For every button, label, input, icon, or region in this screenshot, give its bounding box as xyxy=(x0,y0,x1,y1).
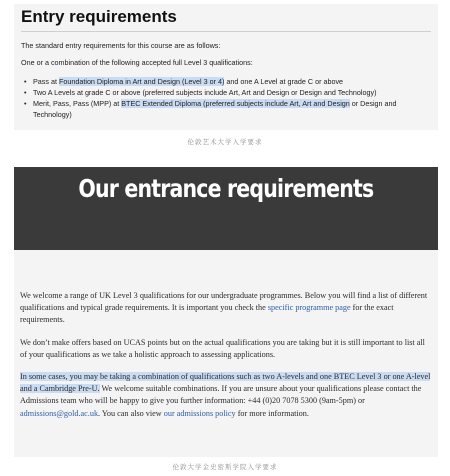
subintro-text: One or a combination of the following accepted full Level 3 qualifications: xyxy=(21,58,253,67)
bullet-icon: • xyxy=(24,99,27,108)
banner-title: Our entrance requirements xyxy=(78,174,374,203)
paragraph-ucas: We don’t make offers based on UCAS points but on the actual qualifications you are taking but it is still important to list all of your qualifications as we take a holistic approach to assessing applications. xyxy=(20,337,425,359)
item-text-pre: Pass at xyxy=(33,77,59,86)
paragraph-combinations xyxy=(20,371,432,420)
list-item xyxy=(21,76,431,87)
item-text-post: and one A Level at grade C or above xyxy=(224,77,344,86)
intro-text: The standard entry requirements for this course are as follows: xyxy=(21,41,221,50)
paragraph-text: We welcome a range of UK Level 3 qualifications for our undergraduate programmes. Below you will find a list of different qualifications and typical grade requirements. It is important you check the xyxy=(20,291,428,313)
image-caption: 伦敦大学金史密斯学院入学要求 xyxy=(172,464,278,471)
bullet-icon: • xyxy=(24,77,27,86)
paragraph-text: . You can also view xyxy=(98,408,164,418)
paragraph-text: We welcome suitable combinations. If you are unsure about your qualifications please contact the Admissions team who will be happy to give you further information: +44 (0)20 7078 5300 (9am-5pm) or xyxy=(20,384,422,406)
highlighted-text: BTEC Extended Diploma (preferred subjects include Art, Art and Design xyxy=(121,99,350,108)
heading-divider xyxy=(21,31,431,32)
paragraph-welcome xyxy=(20,290,432,327)
admissions-email-link[interactable]: admissions@gold.ac.uk xyxy=(20,408,99,418)
list-item xyxy=(21,87,431,98)
paragraph-text: for the exact requirements. xyxy=(20,303,394,325)
image-caption: 伦敦艺术大学入学要求 xyxy=(187,139,263,146)
item-text: Two A Levels at grade C or above (preferred subjects include Art, Art and Design or Design and Technology) xyxy=(33,88,377,97)
paragraph-text: for more information. xyxy=(235,408,309,418)
entrance-requirements-panel xyxy=(14,250,438,457)
list-item xyxy=(21,98,431,120)
item-text-pre: Merit, Pass, Pass (MPP) at xyxy=(33,99,122,108)
entry-requirements-panel xyxy=(14,4,438,130)
specific-programme-page-link[interactable]: specific programme page xyxy=(267,303,351,313)
qualifications-list xyxy=(21,76,431,120)
entry-requirements-heading: Entry requirements xyxy=(21,7,177,26)
highlighted-text: Foundation Diploma in Art and Design (Level 3 or 4) xyxy=(58,77,225,86)
highlighted-text: In some cases, you may be taking a combination of qualifications such as two A-levels and one BTEC Level 3 or one A-level and a Cambridge Pre-U. xyxy=(20,372,431,394)
entrance-requirements-banner xyxy=(14,167,438,250)
bullet-icon: • xyxy=(24,88,27,97)
item-text-post: or Design and Technology) xyxy=(33,99,397,119)
admissions-policy-link[interactable]: our admissions policy xyxy=(163,408,236,418)
